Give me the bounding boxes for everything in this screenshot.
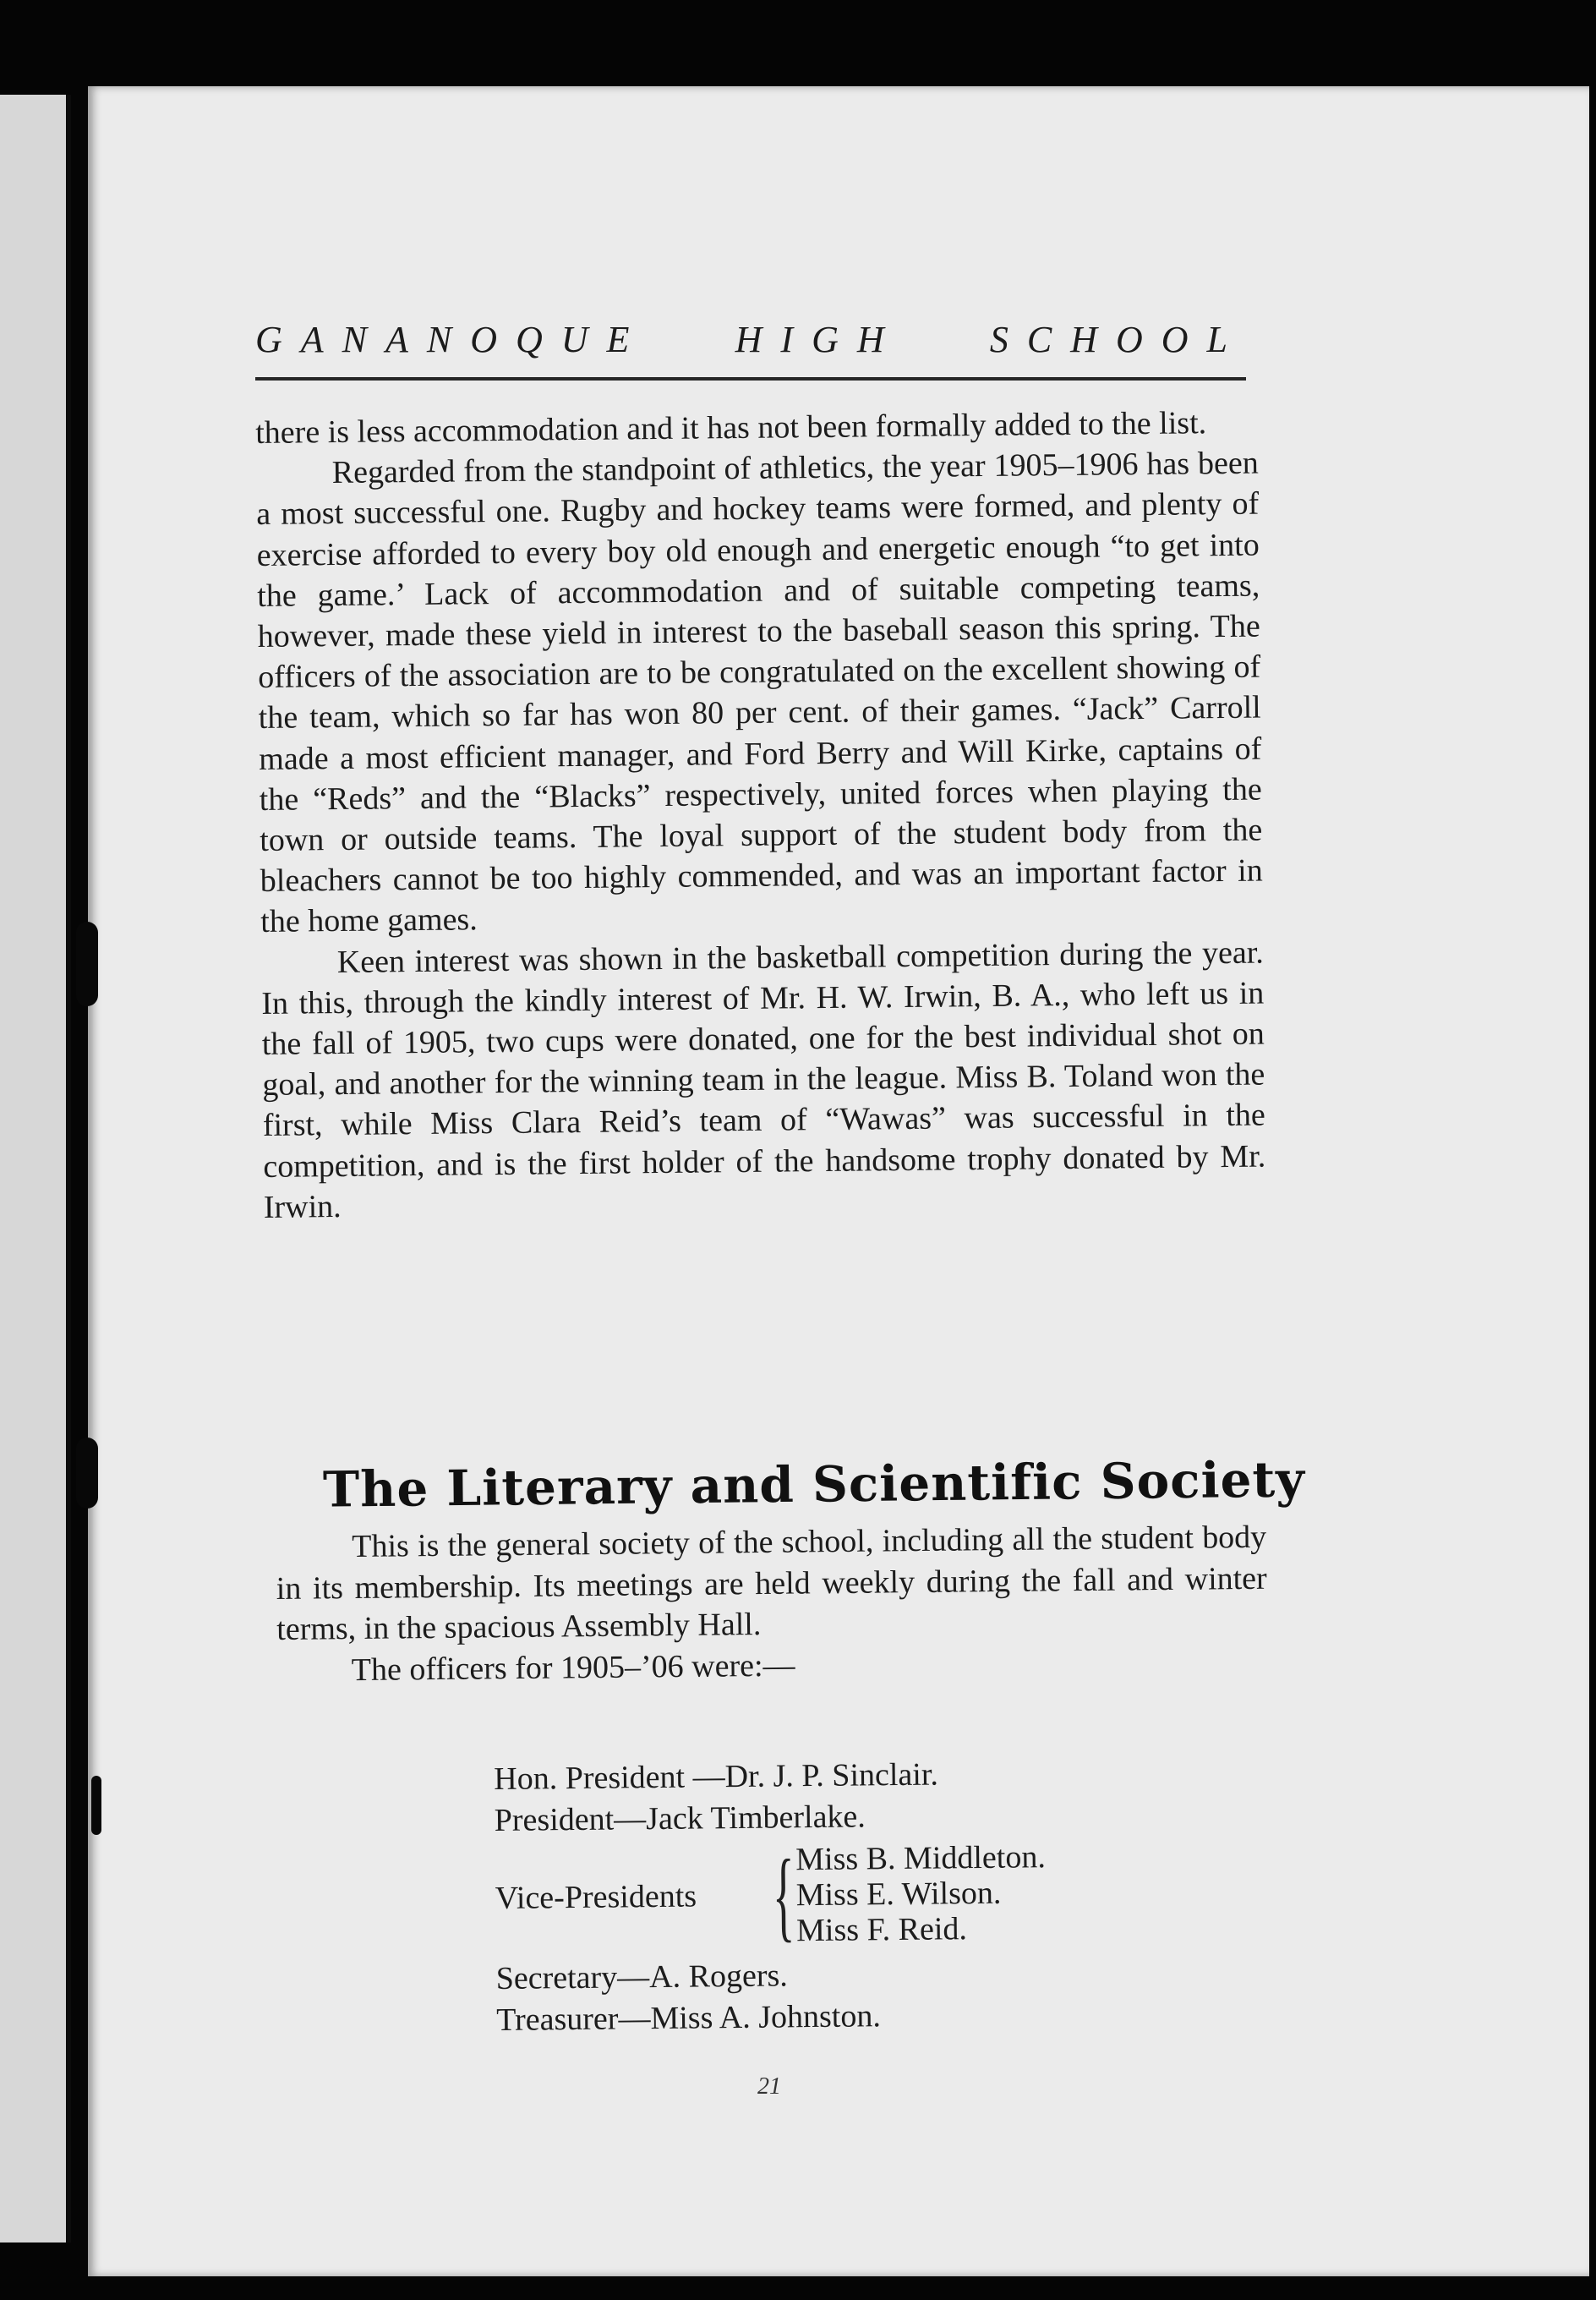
page-number: 21 <box>757 2073 781 2100</box>
officer-president: President—Jack Timberlake. <box>494 1799 866 1838</box>
header-word: SCHOOL <box>989 319 1246 360</box>
section-title: The Literary and Scientific Society <box>322 1450 1306 1519</box>
officer-secretary: Secretary—A. Rogers. <box>495 1958 788 1996</box>
brace-icon: { <box>772 1838 795 1952</box>
section-text <box>276 1517 1268 1691</box>
running-header <box>255 318 1246 361</box>
paragraph: Regarded from the standpoint of athletics, the year 1905–1906 has been a most successful one. Rugby and hockey teams were formed, and plenty of exercise afforded to every boy old enough and energetic enough “to get into the game.’ Lack of accommodation and of suitable competing teams, however, made these yield in interest to the baseball season this spring. The officers of the association are to be congratulated on the excellent showing of the team, which so far has won 80 per cent. of their games. “Jack” Carroll made a most efficient manager, and Ford Berry and Will Kirke, captains of the “Reds” and the “Blacks” respectively, united forces when playing the town or outside teams. The loyal support of the student body from the bleachers cannot be too highly commended, and was an important factor in the home games. <box>256 445 1263 940</box>
vice-presidents-names <box>795 1839 1047 1948</box>
vice-president-name: Miss E. Wilson. <box>795 1875 1002 1914</box>
header-word: GANANOQUE <box>255 319 648 360</box>
body-text <box>255 402 1266 1228</box>
facing-page-edge <box>0 95 69 2242</box>
header-word: HIGH <box>735 319 903 360</box>
officers-intro: The officers for 1905–’06 were:— <box>351 1647 795 1688</box>
paragraph: Keen interest was shown in the basketball competition during the year. In this, through the kindly interest of Mr. H. W. Irwin, B. A., who left us in the fall of 1905, two cups were donated, one for the best individual shot on goal, and another for the winning team in the league. Miss B. Toland won the first, while Miss Clara Reid’s team of “Wawas” was successful in the competition, and is the first holder of the handsome trophy donated by Mr. Irwin. <box>261 934 1266 1225</box>
paragraph: This is the general society of the school, including all the student body in its membership. Its meetings are held weekly during the fall and winter terms, in the spacious Assembly Hall. <box>276 1519 1267 1647</box>
vice-president-name: Miss B. Middleton. <box>795 1839 1047 1878</box>
vice-presidents-label: Vice-Presidents <box>495 1877 697 1916</box>
vice-presidents <box>495 1838 1138 1952</box>
paragraph: there is less accommodation and it has not been formally added to the list. <box>255 405 1207 451</box>
binding-hole <box>91 1776 101 1835</box>
vice-president-name: Miss F. Reid. <box>795 1911 968 1949</box>
officer-treasurer: Treasurer—Miss A. Johnston. <box>496 1998 882 2038</box>
header-rule <box>255 377 1246 381</box>
binding-hole <box>76 1438 98 1509</box>
binding-hole <box>76 922 98 1006</box>
page-gutter <box>66 95 71 2242</box>
officer-hon-president: Hon. President —Dr. J. P. Sinclair. <box>494 1756 939 1797</box>
officers-list <box>494 1752 1139 2041</box>
